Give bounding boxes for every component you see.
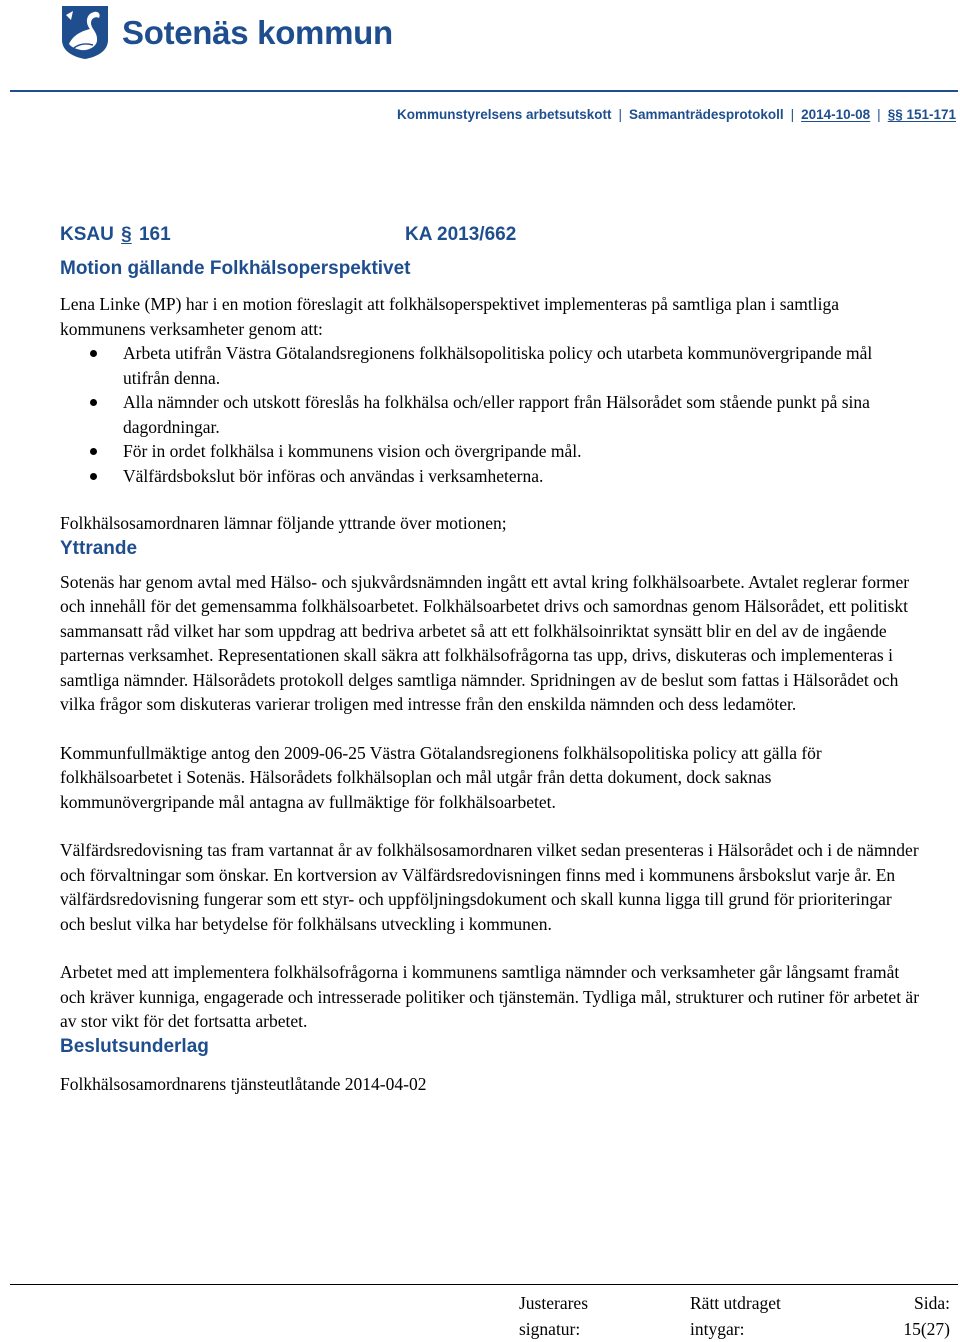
bird-emblem-icon xyxy=(60,4,110,60)
yttrande-paragraph-1: Sotenäs har genom avtal med Hälso- och sjukvårdsnämnden ingått ett avtal kring folkhälsoarbete. Avtalet reglerar former och innehåll för det gemensamma folkhälsoarbetet. Folkhälsoarbetet drivs och samordnas genom Hälsorådet, ett politiskt sammansatt råd vilket har som uppdrag att bedriva arbetet så att ett folkhälsoinriktat synsätt blir en del av de ingående parternas verksamhet. Representationen skall säkra att folkhälsofrågorna tas upp, drivs, diskuteras och implementeras i samtliga nämnder. Hälsorådets protokoll delges samtliga nämnder. Spridningen av de beslut som fattas i Hälsorådet och vilka frågor som diskuteras varierar troligen med intresse från den enskilda nämnden och dess ledamöter. xyxy=(60,571,910,714)
motion-points-list xyxy=(60,341,920,488)
case-title: Motion gällande Folkhälsoperspektivet xyxy=(60,258,411,279)
header-divider xyxy=(10,90,958,92)
list-item: För in ordet folkhälsa i kommunens vision och övergripande mål. xyxy=(60,439,920,464)
lead-paragraph: Folkhälsosamordnaren lämnar följande yttrande över motionen; xyxy=(60,513,507,533)
logo xyxy=(60,4,393,60)
ratt-utdraget-label: Rätt utdraget xyxy=(690,1293,781,1313)
list-item: Arbeta utifrån Västra Götalandsregionens folkhälsopolitiska policy och utarbeta kommunövergripande mål utifrån denna. xyxy=(60,341,920,390)
header-section-range: §§ 151-171 xyxy=(887,107,956,122)
case-section: KSAU § 161 xyxy=(60,224,171,245)
header-separator-3: | xyxy=(877,107,881,122)
header-part2: Sammanträdesprotokoll xyxy=(629,107,784,122)
yttrande-paragraph-4: Arbetet med att implementera folkhälsofrågorna i kommunens samtliga nämnder och verksamheter går långsamt framåt och kräver kunniga, engagerade och intresserade politiker och tjänstemän. Tydliga mål, strukturer och rutiner för arbetet är av stor vikt för det fortsatta arbetet. xyxy=(60,962,920,1031)
header-separator-2: | xyxy=(790,107,795,122)
sida-label: Sida: xyxy=(914,1293,950,1313)
footer-ratt-utdraget xyxy=(690,1290,781,1342)
sida-value: 15(27) xyxy=(903,1319,950,1339)
ka-number: KA 2013/662 xyxy=(405,224,517,245)
yttrande-paragraph-2: Kommunfullmäktige antog den 2009-06-25 Västra Götalandsregionens folkhälsopolitiska policy att gälla för folkhälsoarbetet i Sotenäs. Hälsorådets folkhälsoplan och mål utgår från detta dokument, dock saknas kommunövergripande mål antagna av fullmäktige för folkhälsoarbetet. xyxy=(60,742,822,812)
list-item: Alla nämnder och utskott föreslås ha folkhälsa och/eller rapport från Hälsorådet som stående punkt på sina dagordningar. xyxy=(60,390,920,439)
justerares-label: Justerares xyxy=(519,1293,589,1313)
signatur-label: signatur: xyxy=(519,1319,581,1339)
list-item: Välfärdsbokslut bör införas och användas i verksamheterna. xyxy=(60,464,920,489)
header-date: 2014-10-08 xyxy=(801,107,871,122)
footer-justerares xyxy=(519,1290,588,1342)
footer-page-number xyxy=(903,1290,950,1342)
section-sign: § xyxy=(121,224,132,245)
brand-name: Sotenäs kommun xyxy=(122,13,393,51)
document-body xyxy=(60,221,920,1096)
yttrande-paragraph-3: Välfärdsredovisning tas fram vartannat år av folkhälsosamordnaren vilket sedan presenteras i Hälsorådet och i de nämnder och förvaltningar som önskar. En kortversion av Välfärdsredovisningen finns med i kommunens årsbokslut varje år. En välfärdsredovisning fungerar som ett styr- och uppföljningsdokument och skall kunna ligga till grund för prioriteringar och beslut vilka har betydelse för folkhälsans utveckling i kommunen. xyxy=(60,840,919,934)
beslutsunderlag-heading: Beslutsunderlag xyxy=(60,1035,209,1057)
beslutsunderlag-text: Folkhälsosamordnarens tjänsteutlåtande 2014-04-02 xyxy=(60,1073,427,1094)
header-part1: Kommunstyrelsens arbetsutskott xyxy=(396,107,612,122)
intygar-label: intygar: xyxy=(690,1319,745,1339)
footer-divider xyxy=(10,1284,958,1285)
protocol-header xyxy=(397,107,956,122)
intro-paragraph: Lena Linke (MP) har i en motion föreslagit att folkhälsoperspektivet implementeras på samtliga plan i samtliga kommunens verksamheter genom att: xyxy=(60,294,840,339)
case-reference xyxy=(60,221,920,249)
header-separator-1: | xyxy=(618,107,623,122)
yttrande-heading: Yttrande xyxy=(60,537,138,559)
